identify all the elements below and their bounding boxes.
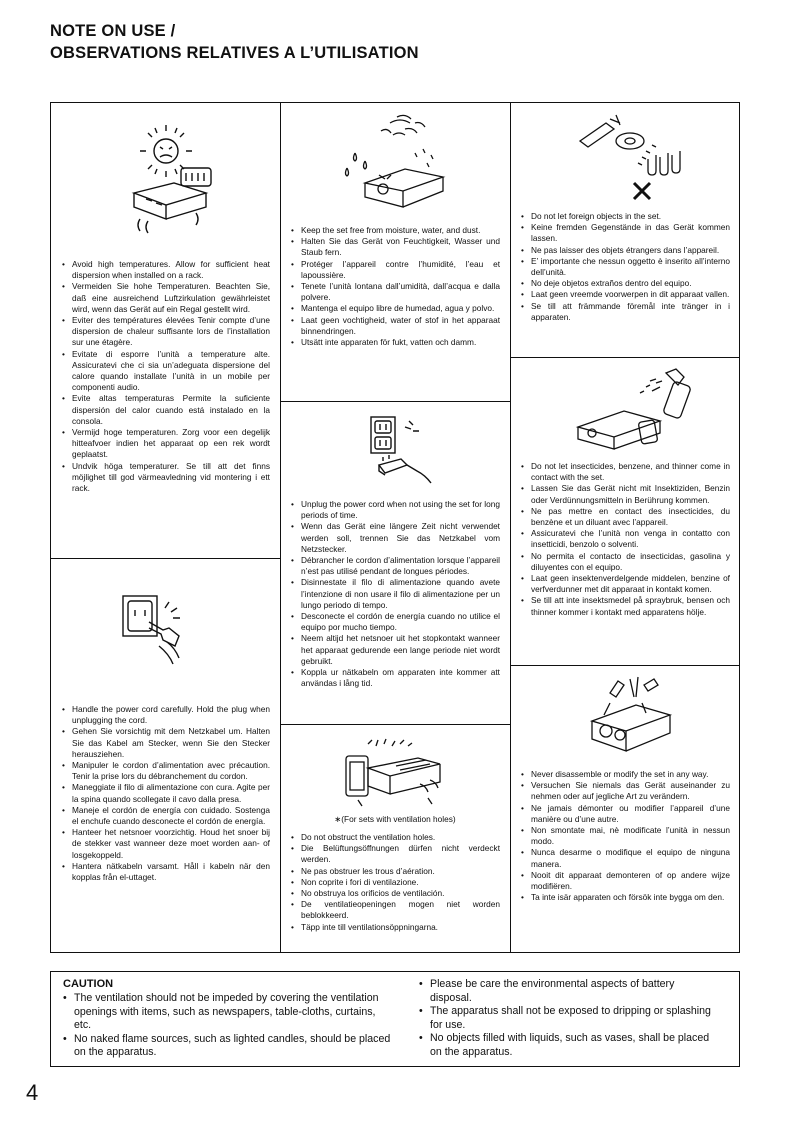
list-item: • Die Belüftungsöffnungen dürfen nicht verdeckt werden.	[290, 843, 500, 865]
list-item: • Nunca desarme o modifique el equipo de ninguna manera.	[520, 847, 730, 869]
foreign-objects-icon	[570, 111, 685, 206]
caution-heading: CAUTION	[63, 978, 114, 990]
section-foreign-objects	[510, 103, 740, 357]
notes-grid	[50, 102, 740, 953]
ventilation-list	[290, 832, 500, 933]
list-item: • Vermijd hoge temperaturen. Zorg voor een degelijk hitteafvoer indien het apparaat op een rek wordt geplaatst.	[61, 427, 270, 461]
list-item: • Maneje el cordón de energía con cuidado. Sostenga el enchufe cuando desconecte el cordón de energía.	[61, 805, 270, 827]
list-item: • Neem altijd het netsnoer uit het stopkontakt wanneer het apparaat gedurende een lange periode niet wordt gebruikt.	[290, 633, 500, 667]
foreign-objects-list	[520, 211, 730, 323]
title-line-1: NOTE ON USE /	[50, 22, 176, 40]
list-item: • Never disassemble or modify the set in any way.	[520, 769, 730, 780]
section-power-cord	[51, 558, 280, 952]
list-item: • Ne pas mettre en contact des insecticides, du benzène et un diluant avec l’appareil.	[520, 506, 730, 528]
list-item: • Lassen Sie das Gerät nicht mit Insektiziden, Benzin oder Verdünnungsmitteln in Berührung kommen.	[520, 483, 730, 505]
heat-list	[61, 259, 270, 494]
list-item: • Utsätt inte apparaten för fukt, vatten och damm.	[290, 337, 500, 348]
list-item: • Versuchen Sie niemals das Gerät auseinander zu nehmen oder auf jegliche Art zu verändern.	[520, 780, 730, 802]
spray-can-icon	[570, 365, 700, 450]
list-item: • Koppla ur nätkabeln om apparaten inte kommer att användas i lång tid.	[290, 667, 500, 689]
caution-list-right	[419, 978, 719, 1060]
list-item: • Keine fremden Gegenstände in das Gerät kommen lassen.	[520, 222, 730, 244]
list-item: • Se till att främmande föremål inte tränger in i apparaten.	[520, 301, 730, 323]
section-ventilation	[280, 724, 510, 952]
list-item: • No obstruya los orificios de ventilación.	[290, 888, 500, 899]
moisture-list	[290, 225, 500, 348]
list-item: • Hanteer het netsnoer voorzichtig. Houd het snoer bij de stekker vast wanneer deze moet worden aan- of losgekoppeld.	[61, 827, 270, 861]
list-item: • Se till att inte insektsmedel på spraybruk, bensen och thinner kommer i kontakt med apparatens hölje.	[520, 595, 730, 617]
ventilation-icon	[338, 738, 448, 810]
disassemble-list	[520, 769, 730, 903]
list-item: • Evitate di esporre l’unità a temperature alte. Assicuratevi che ci sia un’adeguata dispersione del calore quando installate l’unità in un mobile per componenti audio.	[61, 349, 270, 394]
list-item: • Laat geen vreemde voorwerpen in dit apparaat vallen.	[520, 289, 730, 300]
list-item: • No permita el contacto de insecticidas, gasolina y diluyentes con el equipo.	[520, 551, 730, 573]
caution-item: • Please be care the environmental aspects of battery disposal.	[419, 978, 719, 1005]
tools-icon	[580, 673, 680, 763]
list-item: • Eviter des températures élevées Tenir compte d’une dispersion de chaleur suffisante lors de l’installation sur une étagère.	[61, 315, 270, 349]
list-item: • Laat geen insektenverdelgende middelen, benzine of verfverdunner met dit apparaat in kontakt komen.	[520, 573, 730, 595]
list-item: • No deje objetos extraños dentro del equipo.	[520, 278, 730, 289]
list-item: • Keep the set free from moisture, water, and dust.	[290, 225, 500, 236]
page-title	[50, 20, 419, 64]
list-item: • Manipuler le cordon d’alimentation avec précaution. Tenir la prise lors du débranchement du cordon.	[61, 760, 270, 782]
list-item: • Evite altas temperaturas Permite la suficiente dispersión del calor cuando está instalado en la consola.	[61, 393, 270, 427]
list-item: • Unplug the power cord when not using the set for long periods of time.	[290, 499, 500, 521]
unplug-list	[290, 499, 500, 689]
list-item: • Nooit dit apparaat demonteren of op andere wijze modifiëren.	[520, 870, 730, 892]
caution-item: • The apparatus shall not be exposed to dripping or splashing for use.	[419, 1005, 719, 1032]
section-disassemble	[510, 665, 740, 952]
caution-list-left	[63, 992, 393, 1060]
caution-item: • No naked flame sources, such as lighted candles, should be placed on the apparatus.	[63, 1033, 393, 1060]
list-item: • Non smontate mai, nè modificate l’unità in nessun modo.	[520, 825, 730, 847]
list-item: • Desconecte el cordón de energía cuando no utilice el equipo por mucho tiempo.	[290, 611, 500, 633]
list-item: • Ta inte isär apparaten och försök inte bygga om den.	[520, 892, 730, 903]
list-item: • Do not let foreign objects in the set.	[520, 211, 730, 222]
plug-hand-icon	[119, 588, 199, 668]
list-item: • Mantenga el equipo libre de humedad, agua y polvo.	[290, 303, 500, 314]
ventilation-note: ∗(For sets with ventilation holes)	[334, 814, 456, 824]
list-item: • Disinnestate il filo di alimentazione quando avete l’intenzione di non usare il filo di alimentazione per un lungo periodo di tempo.	[290, 577, 500, 611]
list-item: • Laat geen vochtigheid, water of stof in het apparaat binnendringen.	[290, 315, 500, 337]
wet-unit-icon	[335, 113, 460, 213]
list-item: • Avoid high temperatures. Allow for sufficient heat dispersion when installed on a rack.	[61, 259, 270, 281]
list-item: • Non coprite i fori di ventilazione.	[290, 877, 500, 888]
list-item: • Protéger l’appareil contre l’humidité, l’eau et lapoussière.	[290, 259, 500, 281]
section-moisture	[280, 103, 510, 401]
section-heat	[51, 103, 280, 558]
list-item: • Täpp inte till ventilationsöppningarna.	[290, 922, 500, 933]
list-item: • Wenn das Gerät eine längere Zeit nicht verwendet werden soll, trennen Sie das Netzkabel vom Netzstecker.	[290, 521, 500, 555]
list-item: • Do not obstruct the ventilation holes.	[290, 832, 500, 843]
list-item: • Assicuratevi che l’unità non venga in contatto con insetticidi, benzolo o solventi.	[520, 528, 730, 550]
list-item: • Vermeiden Sie hohe Temperaturen. Beachten Sie, daß eine ausreichend Luftzirkulation gewährleistet wird, wenn das Gerät auf ein Regal gestellt wird.	[61, 281, 270, 315]
list-item: • Débrancher le cordon d’alimentation lorsque l’appareil n’est pas utilisé pendant de longues périodes.	[290, 555, 500, 577]
page-number: 4	[26, 1080, 39, 1105]
list-item: • Tenete l’unità lontana dall’umidità, dall’acqua e dalla polvere.	[290, 281, 500, 303]
caution-item: • No objects filled with liquids, such as vases, shall be placed on the apparatus.	[419, 1032, 719, 1059]
caution-item: • The ventilation should not be impeded by covering the ventilation openings with items, such as newspapers, table-cloths, curtains, etc.	[63, 992, 393, 1033]
sun-over-rack-icon	[126, 123, 226, 238]
section-insecticides	[510, 357, 740, 665]
power-cord-list	[61, 704, 270, 883]
list-item: • Gehen Sie vorsichtig mit dem Netzkabel um. Halten Sie das Kabel am Stecker, wenn Sie den Stecker herausziehen.	[61, 726, 270, 760]
list-item: • Halten Sie das Gerät von Feuchtigkeit, Wasser und Staub fern.	[290, 236, 500, 258]
list-item: • Ne pas obstruer les trous d’aération.	[290, 866, 500, 877]
outlet-plug-icon	[365, 413, 435, 488]
list-item: • Do not let insecticides, benzene, and thinner come in contact with the set.	[520, 461, 730, 483]
caution-box	[50, 971, 740, 1067]
list-item: • Ne jamais démonter ou modifier l’appareil d’une manière ou d’une autre.	[520, 803, 730, 825]
list-item: • Handle the power cord carefully. Hold the plug when unplugging the cord.	[61, 704, 270, 726]
list-item: • Ne pas laisser des objets étrangers dans l’appareil.	[520, 245, 730, 256]
insecticides-list	[520, 461, 730, 618]
title-line-2: OBSERVATIONS RELATIVES A L’UTILISATION	[50, 44, 419, 62]
list-item: • Hantera nätkabeln varsamt. Håll i kabeln när den kopplas från el-uttaget.	[61, 861, 270, 883]
list-item: • Undvik höga temperaturer. Se till att det finns möjlighet till god värmeavledning vid montering i ett rack.	[61, 461, 270, 495]
list-item: • Maneggiate il filo di alimentazione con cura. Agite per la spina quando scollegate il cavo dalla presa.	[61, 782, 270, 804]
list-item: • E’ importante che nessun oggetto è inserito all’interno dell’unità.	[520, 256, 730, 278]
section-unplug	[280, 401, 510, 724]
list-item: • De ventilatieopeningen mogen niet worden beblokkeerd.	[290, 899, 500, 921]
